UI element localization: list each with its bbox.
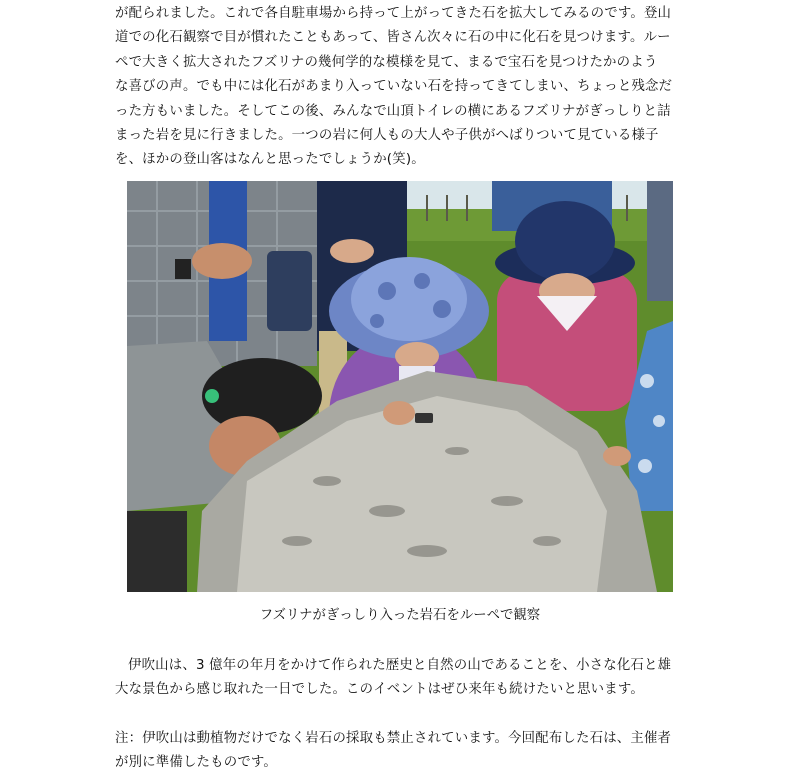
intro-line: な喜びの声。でも中には化石があまり入っていない石を持ってきてしまい、ちょっと残念だ — [115, 79, 673, 95]
conclusion-line: 大な景色から感じ取れた一日でした。このイベントはぜひ来年も続けたいと思います。 — [115, 682, 644, 698]
intro-line: った方もいました。そしてこの後、みんなで山頂トイレの横にあるフズリナがぎっしりと詰 — [115, 103, 671, 119]
note-line: 注：伊吹山は動植物だけでなく岩石の採取も禁止されています。今回配布した石は、主催者 — [115, 731, 672, 746]
fossil-observation-photo — [127, 181, 673, 592]
conclusion-line: 伊吹山は、3 億年の年月をかけて作られた歴史と自然の山であることを、小さな化石と雄 — [128, 658, 672, 673]
intro-line: ペで大きく拡大されたフズリナの幾何学的な模様を見て、まるで宝石を見つけたかのよう — [115, 54, 658, 70]
conclusion-paragraph — [115, 654, 695, 703]
photo-caption: フズリナがぎっしり入った岩石をルーペで観察 — [259, 608, 541, 623]
intro-line: を、ほかの登山客はなんと思ったでしょうか(笑)。 — [115, 152, 425, 168]
note-line: が別に準備したものです。 — [115, 755, 278, 771]
intro-line: まった岩を見に行きました。一つの岩に何人もの大人や子供がへばりついて見ている様子 — [115, 128, 659, 144]
intro-line: 道での化石観察で目が慣れたこともあって、皆さん次々に石の中に化石を見つけます。ルー — [115, 30, 671, 46]
intro-paragraph — [115, 2, 695, 173]
note-paragraph — [115, 727, 695, 776]
intro-line: が配られました。これで各自駐車場から持って上がってきた石を拡大してみるのです。登山 — [115, 6, 672, 21]
